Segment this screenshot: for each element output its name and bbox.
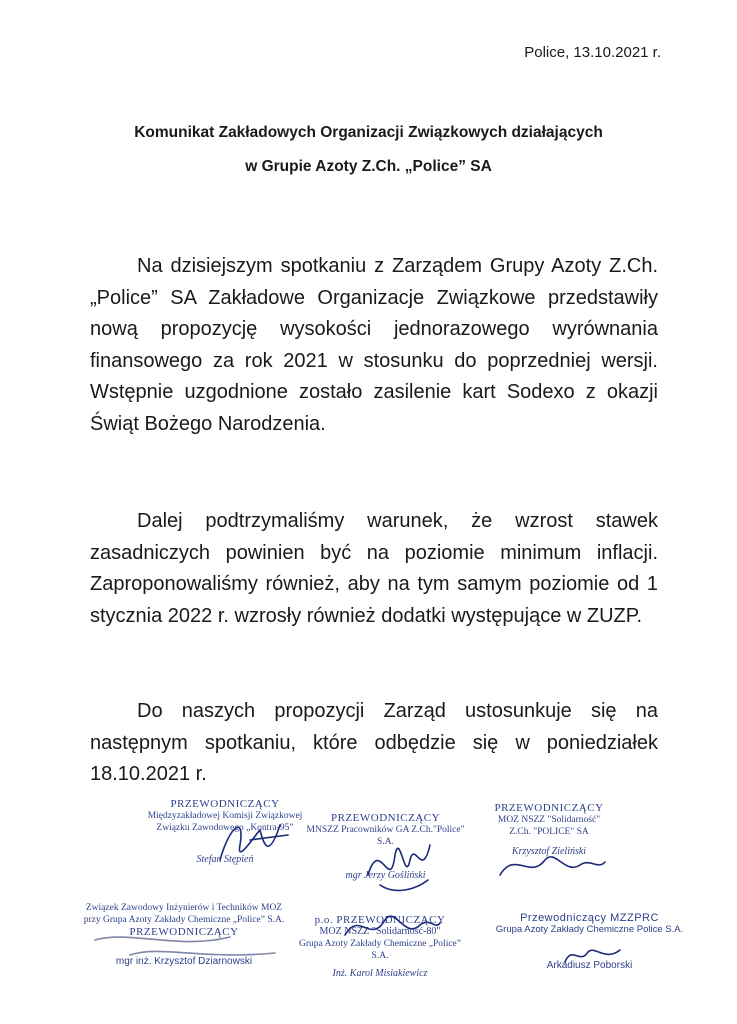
stamp-line: Grupa Azoty Zakłady Chemiczne „Police” S.A.: [299, 939, 461, 961]
signatory-name: Inż. Karol Misiakiewicz: [332, 968, 428, 979]
signatory-name: Stefan Stępień: [196, 854, 254, 865]
stamp-mnszz: [298, 812, 473, 881]
stamp-line: MOZ NSZZ "Solidarność": [497, 815, 601, 825]
signatory-name: mgr inż. Krzysztof Dziarnowski: [115, 956, 253, 967]
stamp-heading: PRZEWODNICZĄCY: [494, 802, 604, 814]
signatory-name: Krzysztof Zieliński: [511, 846, 587, 857]
stamp-zzit: [78, 902, 290, 967]
title-line-1: Komunikat Zakładowych Organizacji Związkowych działających: [134, 124, 603, 141]
stamp-line: Grupa Azoty Zakłady Chemiczne Police S.A.: [495, 924, 684, 935]
stamp-heading: p.o. PRZEWODNICZĄCY: [314, 914, 446, 926]
stamp-line: Międzyzakładowej Komisji Związkowej: [147, 811, 303, 821]
stamp-solidarnosc80: [290, 914, 470, 979]
title-line-2: w Grupie Azoty Z.Ch. „Police” SA: [245, 158, 492, 175]
stamp-heading: PRZEWODNICZĄCY: [170, 798, 280, 810]
stamp-moz-solidarnosc: [474, 802, 624, 857]
paragraph-3: Do naszych propozycji Zarząd ustosunkuje się na następnym spotkaniu, które odbędzie się w poniedziałek 18.10.2021 r.: [90, 700, 658, 785]
stamp-line: Związku Zawodowego „Kontra-95”: [156, 823, 294, 833]
stamp-line: Z.Ch. "POLICE" SA: [509, 827, 589, 837]
stamp-mzzprc: [482, 912, 697, 971]
signatory-name: mgr Jerzy Gośliński: [345, 870, 426, 881]
stamp-heading: PRZEWODNICZĄCY: [129, 926, 239, 938]
paragraph-1: Na dzisiejszym spotkaniu z Zarządem Grupy Azoty Z.Ch. „Police” SA Zakładowe Organizacje Związkowe przedstawiły nową propozycję wysokości jednorazowego wyrównania finansowego za rok 2021 w stosunku do poprzedniej wersji. Wstępnie uzgodnione zostało zasilenie kart Sodexo z okazji Świąt Bożego Narodzenia.: [90, 255, 658, 435]
document-title: [0, 116, 737, 184]
stamp-heading: PRZEWODNICZĄCY: [330, 812, 441, 824]
paragraph-2: Dalej podtrzymaliśmy warunek, że wzrost stawek zasadniczych powinien być na poziomie minimum inflacji. Zaproponowaliśmy również, aby na tym samym poziomie od 1 stycznia 2022 r. wzrosły również dodatki występujące w ZUZP.: [90, 510, 658, 627]
stamp-line: MOZ NSZZ "Solidarność-80": [319, 926, 441, 937]
signatory-name: Arkadiusz Poborski: [546, 960, 633, 971]
stamp-line: Związek Zawodowy Inżynierów i Techników MOZ: [85, 903, 283, 913]
stamp-heading: Przewodniczący MZZPRC: [520, 912, 659, 924]
document-date: Police, 13.10.2021 r.: [524, 44, 661, 61]
stamp-line: MNSZZ Pracowników GA Z.Ch."Police" S.A.: [306, 825, 465, 847]
stamp-line: przy Grupa Azoty Zakłady Chemiczne „Police” S.A.: [83, 915, 285, 925]
